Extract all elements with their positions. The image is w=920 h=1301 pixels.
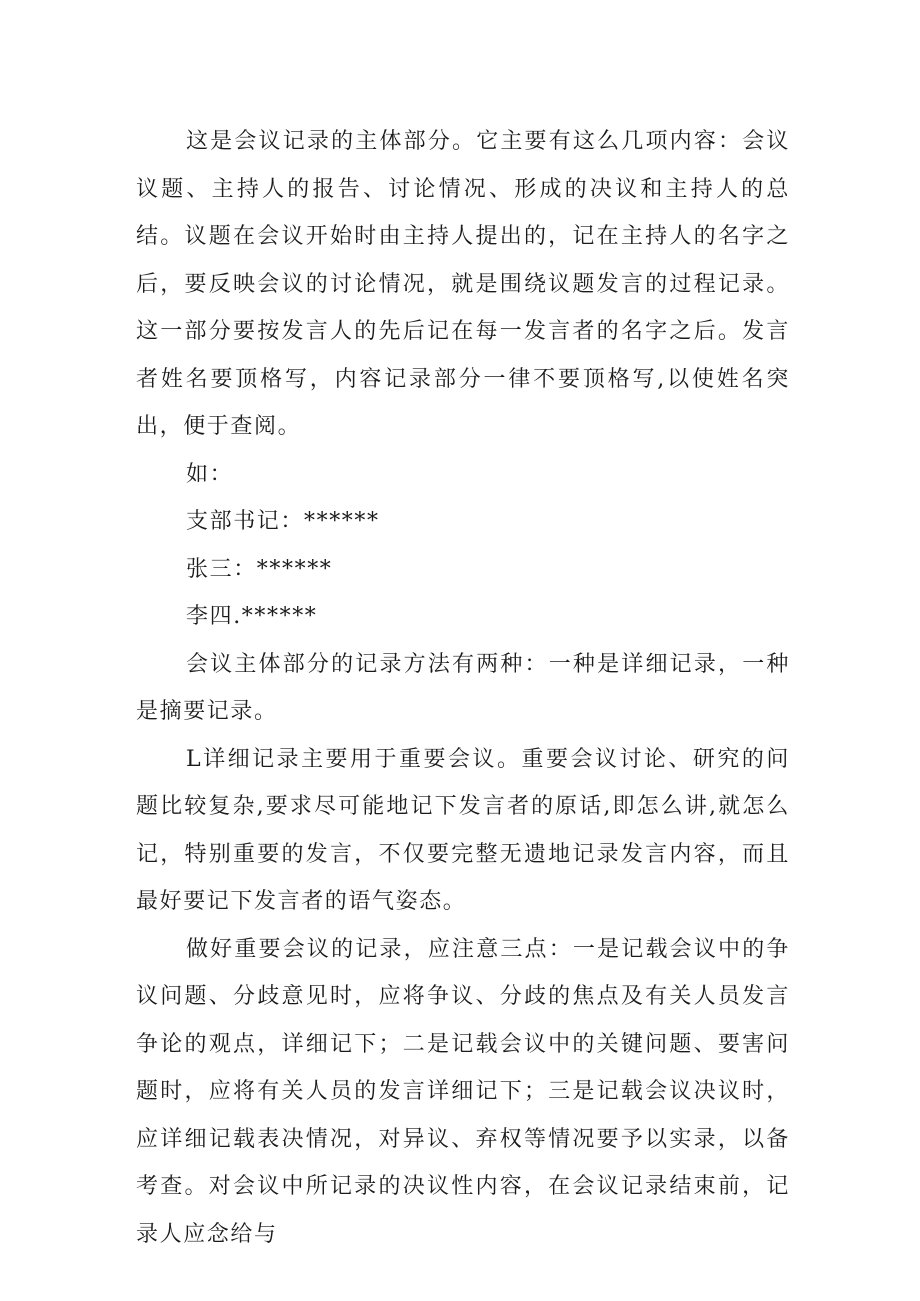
paragraph-recording-methods: 会议主体部分的记录方法有两种：一种是详细记录，一种是摘要记录。 (136, 651, 790, 724)
paragraph-three-points: 做好重要会议的记录，应注意三点：一是记载会议中的争议问题、分歧意见时，应将争议、分歧的焦点及有关人员发言争论的观点，详细记下；二是记载会议中的关键问题、要害问题时，应将有关人员的发言详细记下；三是记载会议决议时，应详细记载表决情况，对异议、弃权等情况要予以实录，以备考查。对会议中所记录的决议性内容，在会议记录结束前，记录人应念给与 (136, 936, 790, 1247)
paragraph-example-label: 如： (186, 461, 234, 487)
paragraph-example-lisi: 李四.****** (186, 604, 318, 629)
paragraph-example-secretary: 支部书记：****** (186, 509, 380, 534)
document-body (136, 118, 790, 1258)
paragraph-example-zhangsan: 张三：****** (186, 556, 333, 582)
paragraph-main-section: 这是会议记录的主体部分。它主要有这么几项内容：会议议题、主持人的报告、讨论情况、形成的决议和主持人的总结。议题在会议开始时由主持人提出的，记在主持人的名字之后，要反映会议的讨论情况，就是围绕议题发言的过程记录。这一部分要按发言人的先后记在每一发言者的名字之后。发言者姓名要顶格写，内容记录部分一律不要顶格写,以使姓名突出，便于查阅。 (136, 129, 790, 439)
paragraph-detailed-recording: L详细记录主要用于重要会议。重要会议讨论、研究的问题比较复杂,要求尽可能地记下发言者的原话,即怎么讲,就怎么记，特别重要的发言，不仅要完整无遗地记录发言内容，而且最好要记下发言者的语气姿态。 (136, 746, 790, 914)
